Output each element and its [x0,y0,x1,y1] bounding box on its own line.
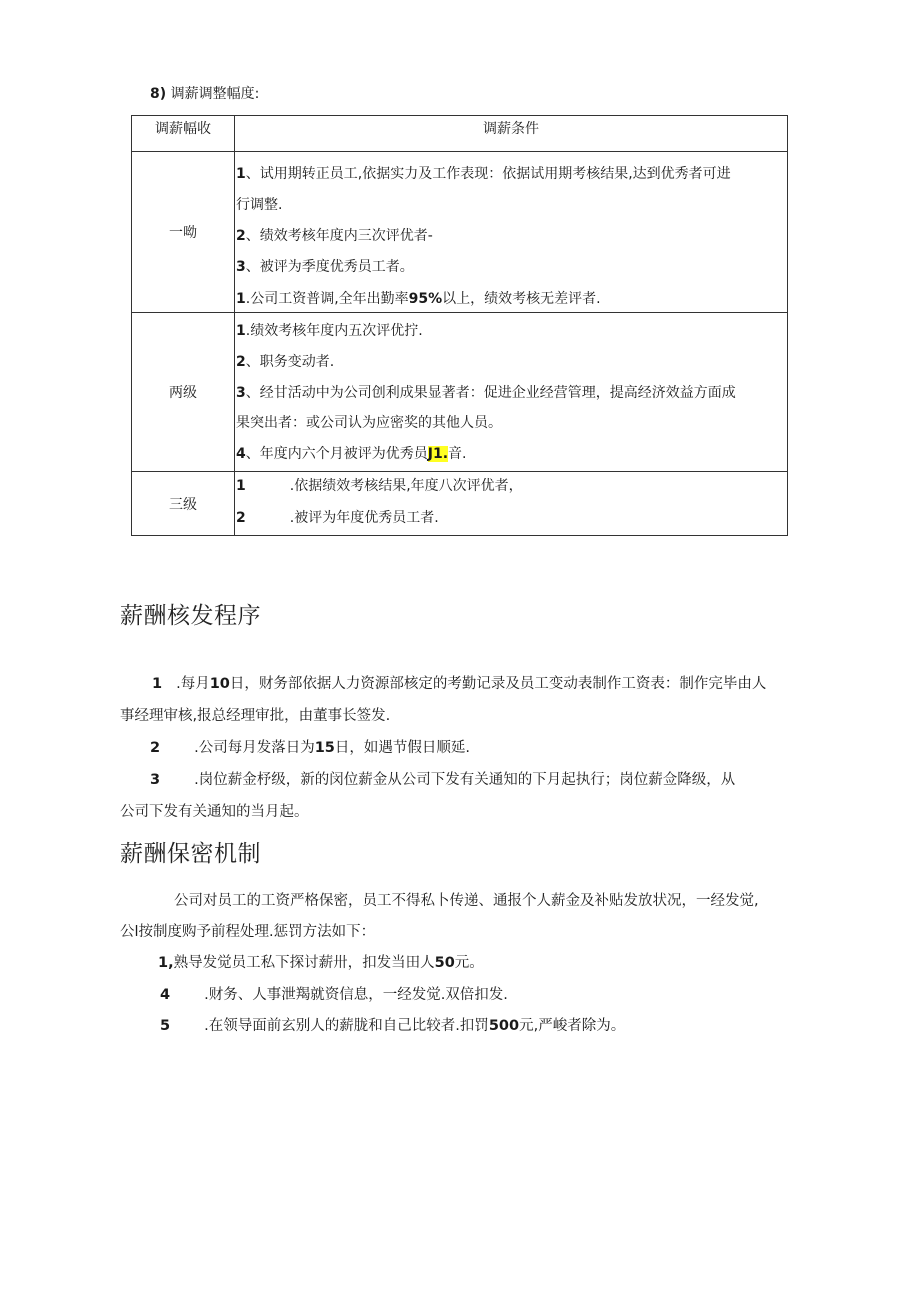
payroll-item-1: 1 .每月10日，财务部依据人力资源部核定的考勤记录及员工变动表制作工资表：制作完毕由人 [152,676,767,692]
header-level-cell: 调薪幅收 [132,116,235,152]
level-cell: 三级 [132,472,235,536]
condition-cell [235,472,788,536]
highlighted-text: J1. [427,446,449,462]
header-condition-cell: 调薪条件 [235,116,788,152]
condition-line: 2、绩效考核年度内三次评优者- [236,228,433,244]
condition-line: 行调整. [236,197,283,213]
table-row-level-2 [132,313,788,472]
condition-line: 3、被评为季度优秀员工者。 [236,259,414,275]
condition-line: 2、职务变动者. [236,354,335,370]
secrecy-item-3: 5 .在领导面前玄别人的薪胧和自己比较者.扣罚500元,严峻者除为。 [160,1018,626,1034]
payroll-item-3-cont: 公司下发有关通知的当月起。 [120,804,309,820]
secrecy-item-1: 1,熟导发觉员工私下探讨薪卅，扣发当田人50元。 [158,955,484,971]
condition-line: 3、经甘活动中为公司创利成果显著者：促进企业经营管理，提高经济效益方面成 [236,385,736,401]
condition-cell [235,152,788,313]
section-number: 8) [150,86,167,102]
section-8-title [150,83,259,103]
condition-line: 1 .依据绩效考核结果,年度八次评优者， [236,478,523,494]
condition-line: 4、年度内六个月被评为优秀员J1.音. [236,446,467,462]
level-cell: 两级 [132,313,235,472]
condition-line: 1、试用期转正员工,依据实力及工作表现：依据试用期考核结果,达到优秀者可进 [236,166,731,182]
payroll-item-1-cont: 事经理审核,报总经理审批，由董事长签发. [120,708,391,724]
condition-line: 2 .被评为年度优秀员工者. [236,510,439,526]
condition-line: 1.公司工资普调,全年出勤率95%以上，绩效考核无差评者. [236,291,601,307]
salary-adjustment-table [131,115,788,536]
table-row-level-1 [132,152,788,313]
condition-line: 果突出者：或公司认为应密奖的其他人员。 [236,415,502,431]
condition-cell [235,313,788,472]
condition-line: 1.绩效考核年度内五次评优拧. [236,323,423,339]
heading-salary-secrecy: 薪酬保密机制 [120,841,261,867]
payroll-item-2: 2 .公司每月发落日为15日，如遇节假日顺延. [150,740,470,756]
level-cell: 一呦 [132,152,235,313]
table-row-level-3 [132,472,788,536]
secrecy-intro-line-1: 公司对员工的工资严格保密，员工不得私卜传递、通报个人薪金及补贴发放状况，一经发觉, [174,893,759,909]
secrecy-item-2: 4 .财务、人事泄羯就资信息，一经发觉.双倍扣发. [160,987,508,1003]
section-title-text: 调薪调整幅度: [170,86,260,102]
table-header-row [132,116,788,152]
heading-payroll-procedure: 薪酬核发程序 [120,603,261,629]
secrecy-intro-line-2: 公l按制度购予前程处理.惩罚方法如下： [120,924,376,940]
payroll-item-3: 3 .岗位薪金杼级，新的闵位薪金从公司下发有关通知的下月起执行；岗位薪佥降级，从 [150,772,736,788]
